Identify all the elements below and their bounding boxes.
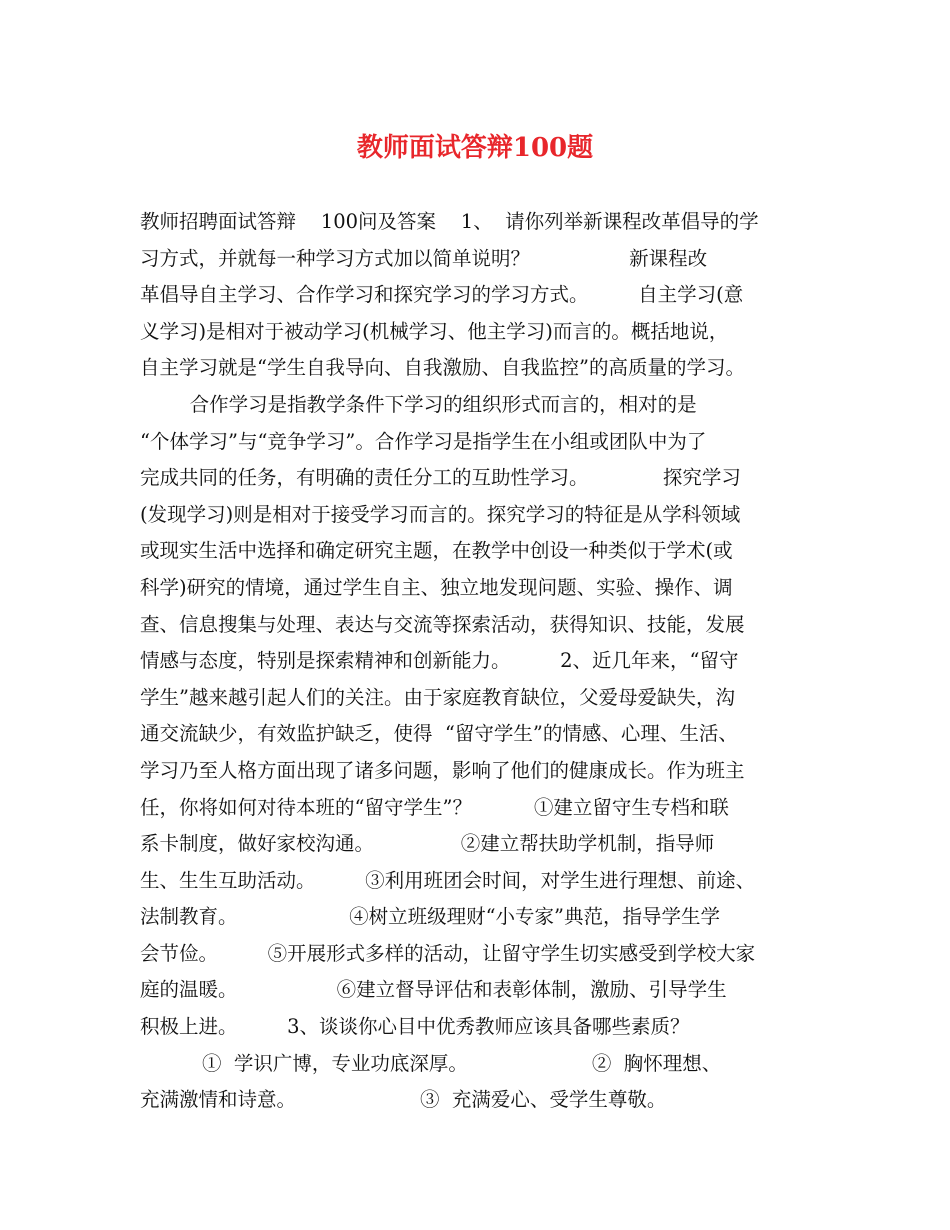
- body-text-line: (发现学习)则是相对于接受学习而言的。探究学习的特征是从学科领域: [140, 502, 741, 526]
- body-text-line: 合作学习是指教学条件下学习的组织形式而言的，相对的是: [140, 392, 697, 416]
- body-text-line: 义学习)是相对于被动学习(机械学习、他主学习)而言的。概括地说，: [140, 319, 729, 343]
- body-text-line: 革倡导自主学习、合作学习和探究学习的学习方式。 自主学习(意: [140, 283, 744, 307]
- body-text-line: 完成共同的任务，有明确的责任分工的互助性学习。 探究学习: [140, 466, 741, 490]
- body-text-line: ① 学识广博，专业功底深厚。 ② 胸怀理想、: [140, 1051, 722, 1075]
- body-text-line: 庭的温暖。 ⑥建立督导评估和表彰体制，激励、引导学生: [140, 978, 727, 1002]
- body-text-line: 习方式，并就每一种学习方式加以简单说明？ 新课程改: [140, 246, 708, 270]
- body-text-line: 学生”越来越引起人们的关注。由于家庭教育缺位，父爱母爱缺失，沟: [140, 685, 735, 709]
- body-text-line: 或现实生活中选择和确定研究主题，在教学中创设一种类似于学术(或: [140, 539, 733, 563]
- body-text-line: 积极上进。 3、谈谈你心目中优秀教师应该具备哪些素质？: [140, 1015, 690, 1039]
- body-text-line: “个体学习”与“竞争学习”。合作学习是指学生在小组或团队中为了: [140, 429, 707, 453]
- body-text-line: 生、生生互助活动。 ③利用班团会时间，对学生进行理想、前途、: [140, 868, 756, 892]
- document-title: 教师面试答辩100题: [356, 133, 594, 163]
- body-text-line: 自主学习就是“学生自我导向、自我激励、自我监控”的高质量的学习。: [140, 356, 745, 380]
- body-text-line: 科学)研究的情境，通过学生自主、独立地发现问题、实验、操作、调: [140, 575, 733, 599]
- document-body: [140, 204, 824, 1119]
- body-text-line: 通交流缺少，有效监护缺乏，使得 “留守学生”的情感、心理、生活、: [140, 722, 738, 746]
- body-text-line: 充满激情和诗意。 ③ 充满爱心、受学生尊敬。: [140, 1088, 667, 1112]
- body-text-line: 法制教育。 ④树立班级理财“小专家”典范，指导学生学: [140, 905, 721, 929]
- body-text-line: 任，你将如何对待本班的“留守学生”？ ①建立留守生专档和联: [140, 795, 729, 819]
- body-text-line: 教师招聘面试答辩 100问及答案 1、 请你列举新课程改革倡导的学: [140, 210, 759, 233]
- body-text-line: 系卡制度，做好家校沟通。 ②建立帮扶助学机制，指导师: [140, 832, 715, 856]
- body-text-line: 学习乃至人格方面出现了诸多问题，影响了他们的健康成长。作为班主: [140, 758, 745, 782]
- body-text-line: 会节俭。 ⑤开展形式多样的活动，让留守学生切实感受到学校大家: [140, 941, 756, 965]
- body-text-line: 查、信息搜集与处理、表达与交流等探索活动，获得知识、技能，发展: [140, 612, 745, 636]
- body-text-line: 情感与态度，特别是探索精神和创新能力。 2、近几年来，“留守: [140, 649, 739, 673]
